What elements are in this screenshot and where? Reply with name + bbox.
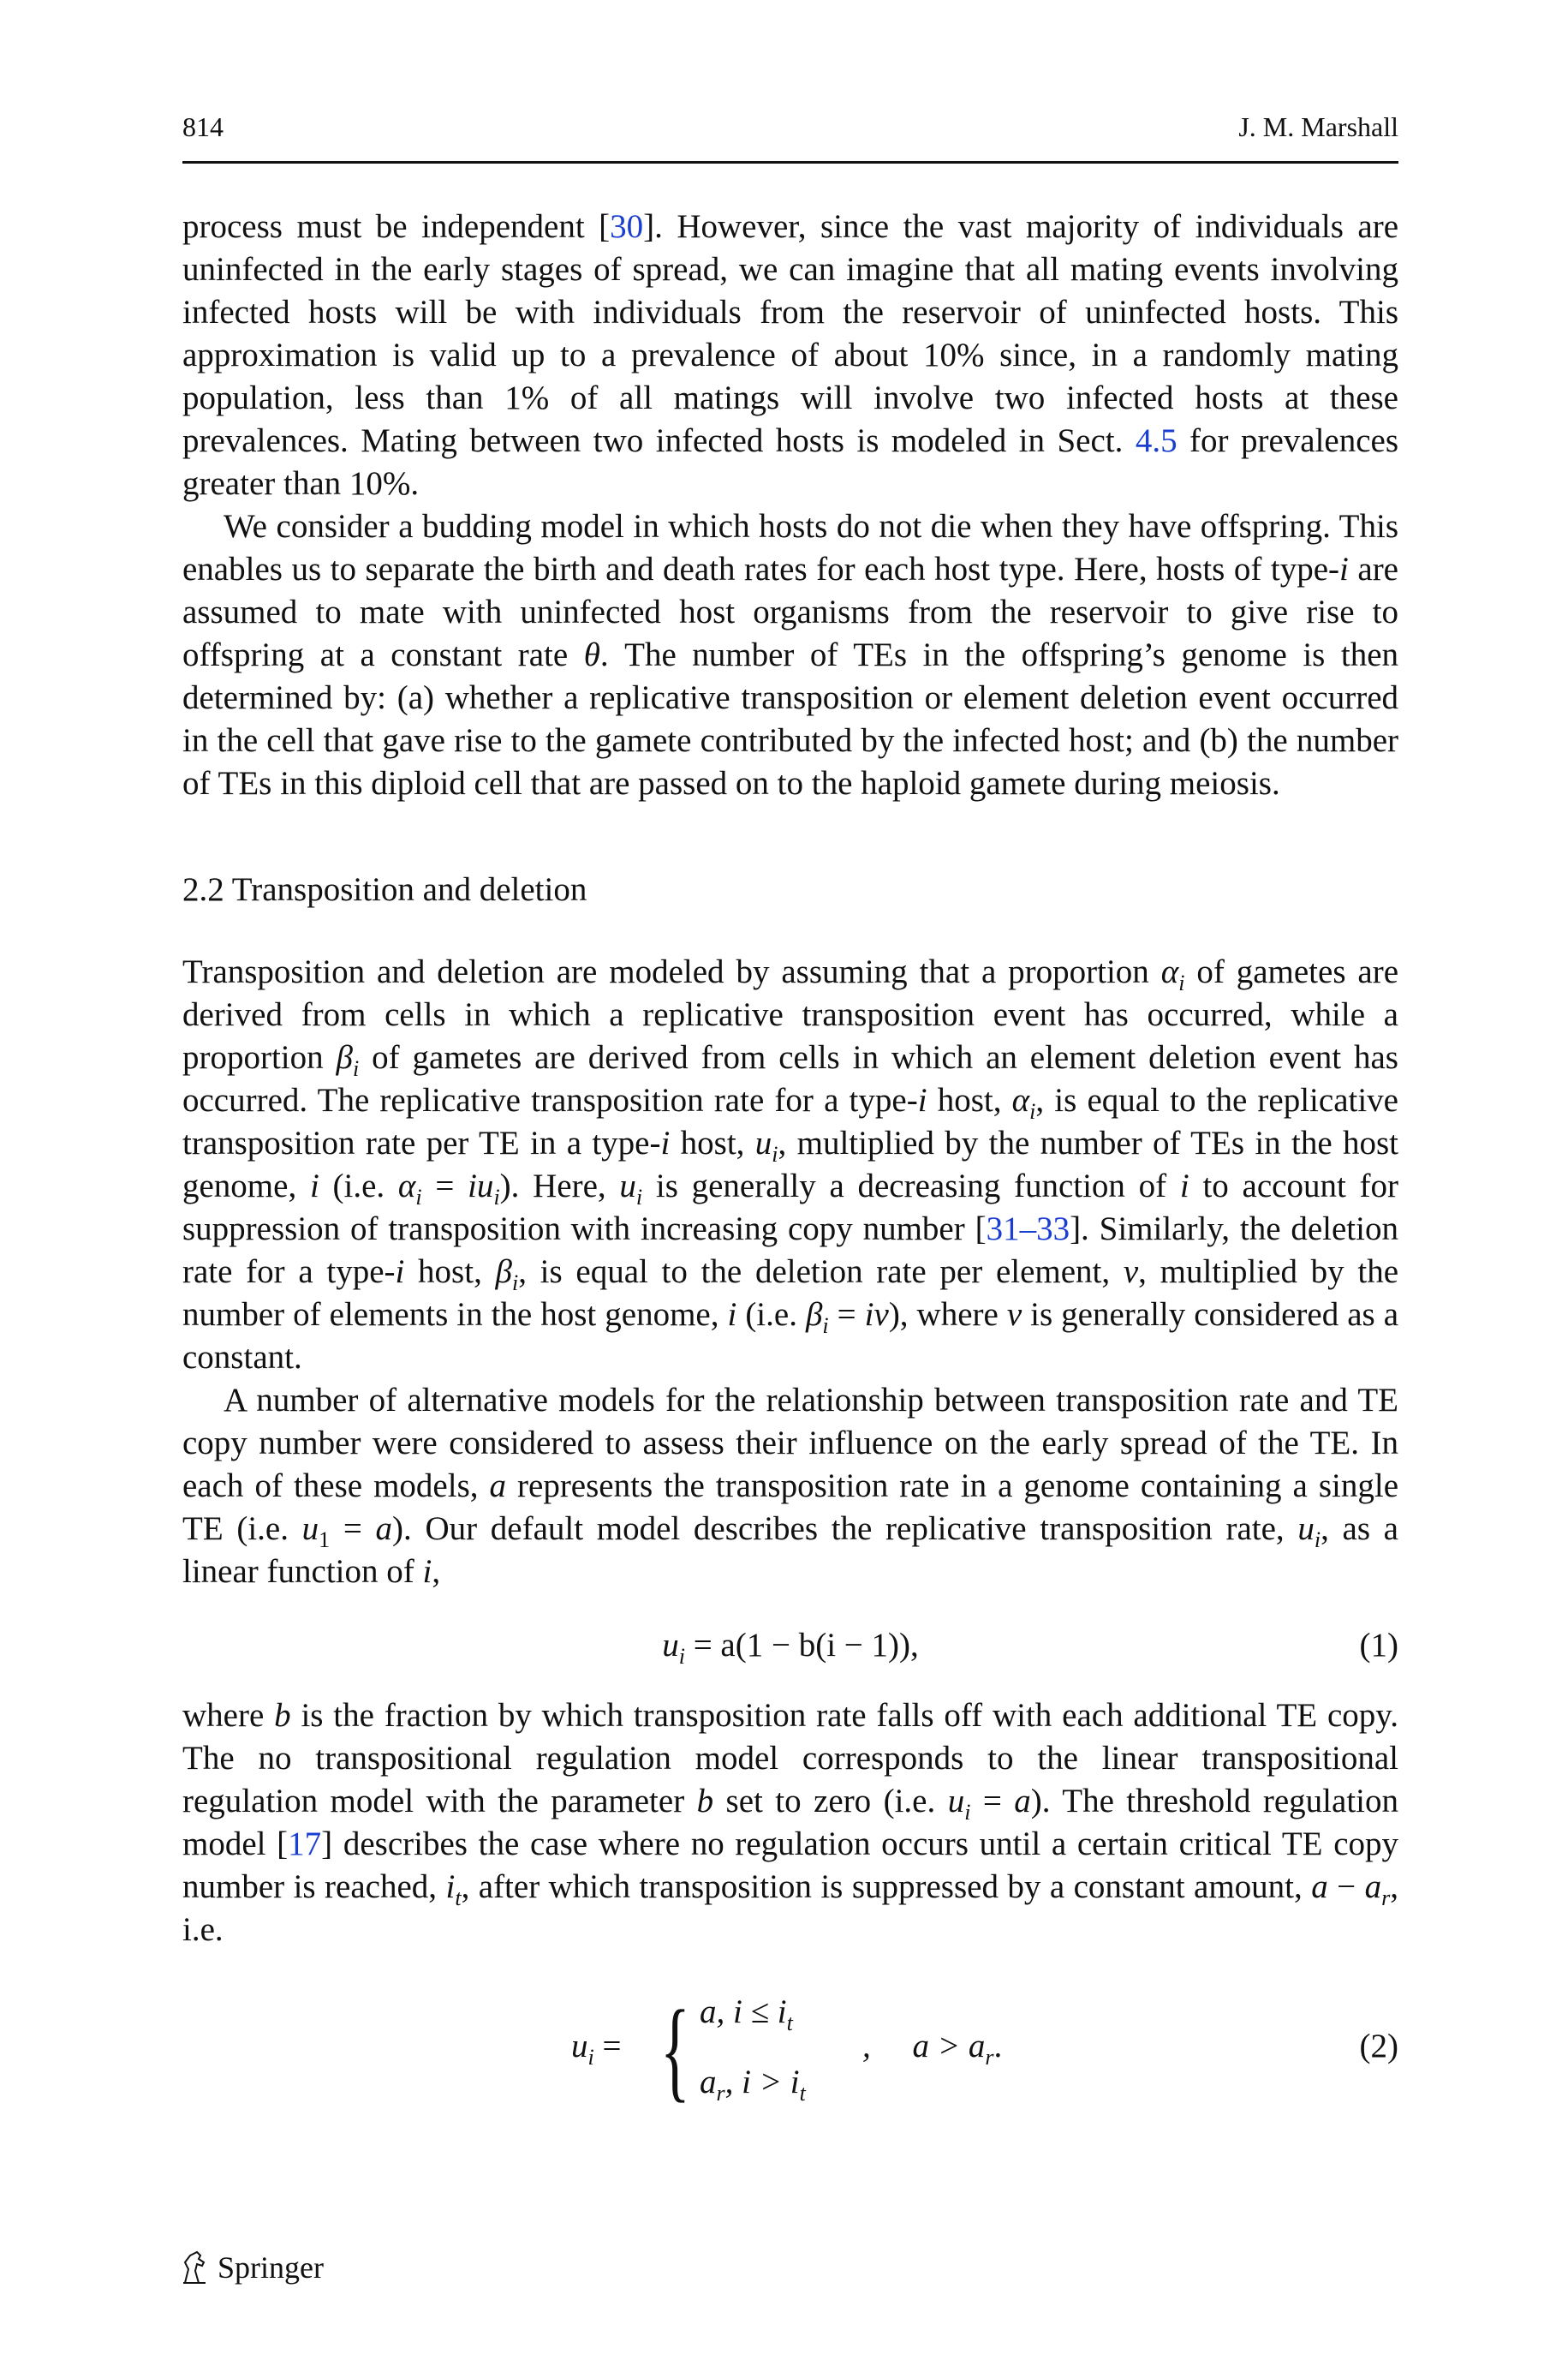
equation-1 xyxy=(182,1619,1398,1674)
left-brace: { xyxy=(660,1987,690,2112)
paragraph-1: process must be independent [30]. However, since the vast majority of individuals are uninfected in the early stages of spread, we can imagine that all mating events involving infected hosts will be with individuals from the reservoir of uninfected hosts. This approximation is valid up to a prevalence of about 10% since, in a randomly mating population, less than 1% of all matings will involve two infected hosts at these prevalences. Mating between two infected hosts is modeled in Sect. 4.5 for prevalences greater than 10%. xyxy=(182,208,1399,502)
equation-2-condition: , $a > a_r$. xyxy=(862,2028,1003,2070)
citation-link-31-33[interactable]: 31–33 xyxy=(986,1210,1070,1247)
paragraph-4: A number of alternative models for the relationship between transposition rate and TE copy number were considered to assess their influence on the early spread of the TE. In each of these models, a represents the transposition rate in a genome containing a single TE (i.e. $u_1 = a$). Our default model describes the replicative transposition rate, $u_i$, as a linear function of i, xyxy=(182,1382,1398,1590)
equation-2-case-1: a, $i \le i_t$ xyxy=(700,1993,793,2035)
equation-2 xyxy=(182,1986,1398,2114)
springer-horse-icon xyxy=(180,2250,209,2285)
paragraph-3: Transposition and deletion are modeled by assuming that a proportion $\alpha_i$ of gametes are derived from cells in which a replicative transposition event has occurred, while a proportion $\beta_i$ of gametes are derived from cells in which an element deletion event has occurred. The replicative transposition rate for a type-i host, $\alpha_i$, is equal to the replicative transposition rate per TE in a type-i host, $u_i$, multiplied by the number of TEs in the host genome, i (i.e. $\alpha_i = iu_i$). Here, $u_i$ is generally a decreasing function of i to account for suppression of transposition with increasing copy number [31–33]. Similarly, the deletion rate for a type-i host, $\beta_i$, is equal to the deletion rate per element, v, multiplied by the number of elements in the host genome, i (i.e. $\beta_i = iv$), where v is generally considered as a constant. xyxy=(182,953,1399,1376)
running-author: J. M. Marshall xyxy=(1238,111,1398,142)
header-rule xyxy=(182,161,1398,164)
page-number: 814 xyxy=(182,111,224,142)
equation-1-expression: $u_i = a(1 - b(i - 1))$, xyxy=(662,1627,919,1669)
body-text xyxy=(182,206,1398,2114)
paragraph-2: We consider a budding model in which hosts do not die when they have offspring. This enables us to separate the birth and death rates for each host type. Here, hosts of type-i are assumed to mate with uninfected host organisms from the reservoir to give rise to offspring at a constant rate θ. The number of TEs in the offspring’s genome is then determined by: (a) whether a replicative transposition or element deletion event occurred in the cell that gave rise to the gamete contributed by the infected host; and (b) the number of TEs in this diploid cell that are passed on to the haploid gamete during meiosis. xyxy=(182,508,1398,802)
section-link-4-5[interactable]: 4.5 xyxy=(1135,422,1177,459)
equation-1-number: (1) xyxy=(1359,1627,1398,1664)
running-header xyxy=(182,111,1398,143)
equation-2-piecewise: $u_i$ = { a, $i \le i_t$ $a_r$, $i > i_t$ , $a > a_r$. xyxy=(571,1987,1003,2112)
publisher-name: Springer xyxy=(218,2250,324,2285)
paragraph-5: where b is the fraction by which transposition rate falls off with each additional TE copy. The no transpositional regulation model corresponds to the linear transpositional regulation model with the parameter b set to zero (i.e. $u_i = a$). The threshold regulation model [17] describes the case where no regulation occurs until a certain critical TE copy number is reached, $i_t$, after which transposition is suppressed by a constant amount, $a - a_r$, i.e. xyxy=(182,1697,1398,1948)
section-heading: 2.2 Transposition and deletion xyxy=(182,871,587,908)
publisher-footer xyxy=(180,2250,324,2285)
citation-link-30[interactable]: 30 xyxy=(610,208,644,245)
equation-2-case-2: $a_r$, $i > i_t$ xyxy=(700,2064,806,2106)
equation-2-number: (2) xyxy=(1359,2028,1398,2064)
citation-link-17[interactable]: 17 xyxy=(288,1825,322,1862)
